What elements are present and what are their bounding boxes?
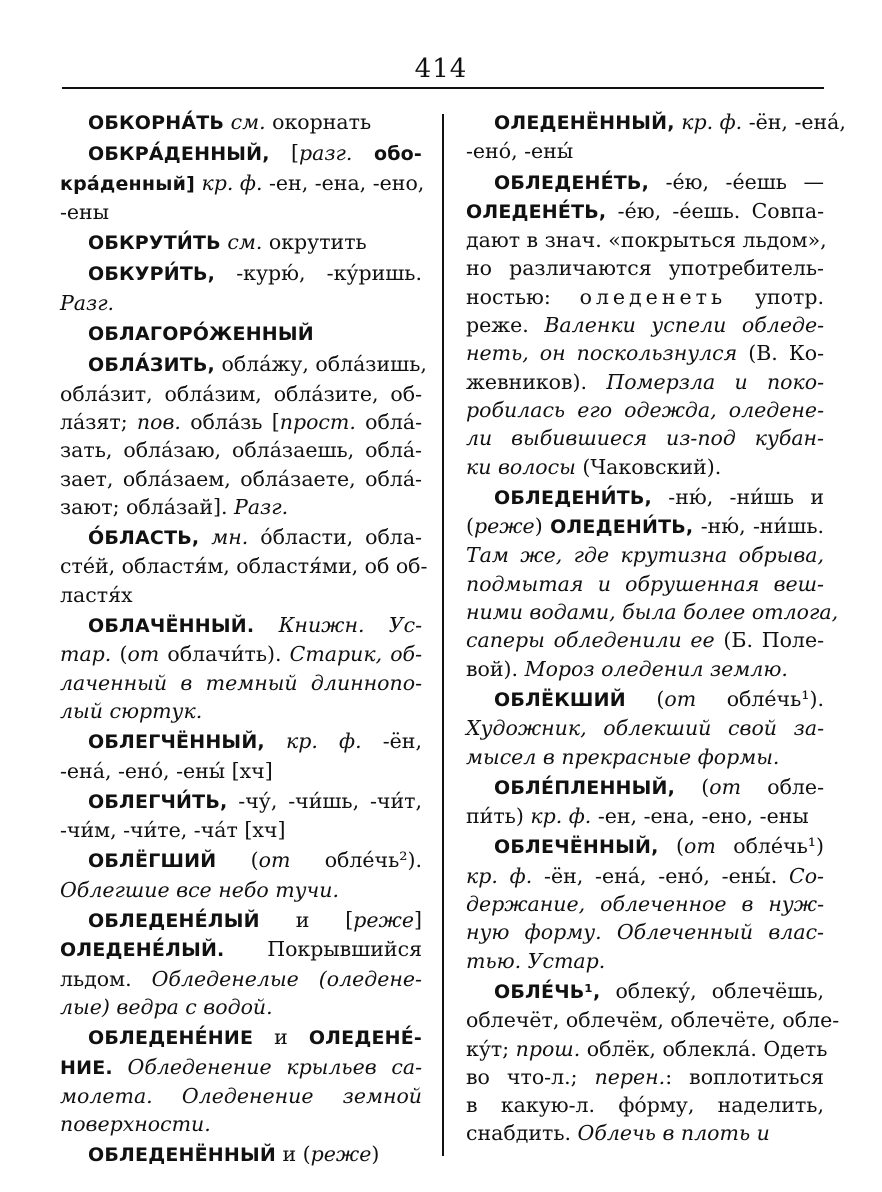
headword: НИЕ. <box>60 1056 113 1079</box>
entry-text: обла́жу, обла́зишь, <box>214 352 427 377</box>
entry-line <box>466 655 824 683</box>
entry-text: Покрывшийся <box>224 937 422 962</box>
entry-text: употр. <box>726 284 824 309</box>
headword: ОБЛЕДЕНЕ́ЛЫЙ <box>88 910 260 933</box>
entry-text: ( <box>625 686 665 711</box>
italic-text: Разг. <box>60 290 115 315</box>
entry-line <box>60 757 422 785</box>
italic-text: от <box>709 774 742 799</box>
entry-line <box>60 727 422 756</box>
italic-text: ки волосы <box>466 454 576 479</box>
entry-text: обле- <box>741 774 824 799</box>
entry-text: и [ <box>259 908 354 933</box>
entry-line <box>60 1082 422 1110</box>
dictionary-entry <box>466 168 827 481</box>
entry-text: [ <box>269 141 299 166</box>
entry-text: -е́ю, -е́ешь. Совпа- <box>606 198 824 223</box>
italic-text: перен. <box>594 1064 666 1089</box>
headword: ОБЛЁКШИЙ <box>494 688 626 711</box>
entry-text: и ( <box>275 1142 311 1167</box>
header-rule <box>62 87 824 89</box>
headword: ОБЛЕЧЁННЫЙ, <box>494 836 659 859</box>
entry-text: ( <box>216 848 259 873</box>
entry-text: обле́чь²). <box>290 848 422 873</box>
entry-text: льдом. <box>60 966 152 991</box>
entry-line <box>60 169 425 198</box>
italic-text: подмытая и обрушенная веш- <box>466 571 824 596</box>
italic-text: реже <box>310 1142 372 1167</box>
entry-text: ла́зят; <box>60 409 137 434</box>
entry-line <box>60 319 422 348</box>
dictionary-entry <box>60 523 428 609</box>
dictionary-entry <box>60 1140 422 1169</box>
italic-text: Художник, облекший свой за- <box>466 716 824 741</box>
dictionary-entry <box>466 773 824 831</box>
headword: О́БЛАСТЬ, <box>88 527 200 550</box>
italic-text: лые) ведра с водой. <box>60 994 273 1019</box>
entry-line <box>60 787 422 816</box>
dictionary-entry <box>466 483 839 683</box>
entry-text: -ню́, -ни́шь. <box>693 514 824 539</box>
entry-line <box>60 465 422 493</box>
column-divider <box>442 114 444 1156</box>
entry-text: (Чаковский). <box>575 454 722 479</box>
entry-text: -курю́, -ку́ришь. <box>215 261 422 286</box>
entry-text: -ены <box>60 199 110 224</box>
entry-text: снабдить. <box>466 1121 578 1146</box>
entry-text: -ён, -ена́, <box>742 110 846 134</box>
entry-text: ластя́х <box>60 582 133 607</box>
italic-text: прост. <box>279 409 356 434</box>
entry-text: -чи́м, -чи́те, -ча́т [хч] <box>60 818 286 843</box>
entry-text: облеку́, облечёшь, <box>600 978 824 1003</box>
italic-text: Валенки успели обледе- <box>544 313 824 338</box>
italic-text: кр. ф. <box>264 729 362 754</box>
entry-line <box>466 453 824 481</box>
entry-line <box>60 493 422 521</box>
entry-text: в какую-л. фо́рму, наделить, <box>466 1093 824 1118</box>
entry-text: -ён, <box>361 729 422 754</box>
entry-text: облечёт, облечём, облечёте, обле- <box>466 1008 840 1033</box>
entry-text: обла́зь [ <box>180 409 280 434</box>
entry-line <box>466 743 824 771</box>
headword: ОБЛАГОРО́ЖЕННЫЙ <box>88 323 314 346</box>
entry-line <box>466 424 824 452</box>
italic-text: Облечь в плоть и <box>577 1121 770 1146</box>
headword: ОБЛЕ́ЧЬ¹, <box>494 980 601 1003</box>
entry-line <box>60 581 422 609</box>
entry-line <box>466 714 824 742</box>
entry-line <box>60 1023 422 1052</box>
headword: ОЛЕДЕНЕ́ЛЫЙ. <box>60 939 225 962</box>
entry-line <box>60 436 422 464</box>
entry-text: сте́й, областя́м, областя́ми, об об- <box>60 554 428 579</box>
dictionary-entry <box>60 259 422 317</box>
entry-text: обле́чь¹). <box>696 686 824 711</box>
italic-text: от <box>258 848 291 873</box>
entry-line <box>466 512 824 541</box>
italic-text: от <box>684 834 716 859</box>
entry-line <box>60 611 422 640</box>
headword: ОБЛА́ЗИТЬ, <box>88 354 215 377</box>
right-column <box>466 108 846 1150</box>
headword: ОБКУРИ́ТЬ, <box>88 263 216 286</box>
dictionary-entry <box>60 727 422 785</box>
headword: ОБЛЕДЕНЕ́ТЬ, <box>494 171 650 194</box>
dictionary-entry <box>466 832 824 974</box>
entry-text: -ена́, -ено́, -ены́ [хч] <box>60 758 273 783</box>
entry-text: ( <box>658 834 684 859</box>
italic-text: см. <box>224 110 266 134</box>
entry-line <box>60 289 422 317</box>
entry-text: зать, обла́заю, обла́заешь, обла́- <box>60 438 422 463</box>
italic-text: реже <box>353 908 414 933</box>
entry-line <box>60 1140 422 1169</box>
entry-text: во что-л.; <box>466 1064 595 1089</box>
entry-line <box>60 1053 422 1082</box>
dictionary-entry <box>466 685 824 771</box>
entry-line <box>60 552 428 580</box>
dictionary-entry <box>466 108 846 166</box>
italic-text: кр. ф. <box>466 863 533 888</box>
entry-text: -ню́, -ни́шь и <box>651 484 824 509</box>
entry-line <box>466 483 824 512</box>
entry-text: пи́ть) <box>466 804 531 829</box>
entry-line <box>466 598 839 626</box>
entry-line <box>466 626 824 654</box>
entry-text: окорнать <box>265 110 372 134</box>
entry-line <box>60 198 422 226</box>
headword: ОБКРА́ДЕННЫЙ, <box>88 143 270 166</box>
dictionary-entry <box>60 350 427 521</box>
entry-line <box>60 139 422 168</box>
italic-text: Обледенелые (оледене- <box>151 966 422 991</box>
dictionary-entry <box>60 611 422 725</box>
entry-line <box>60 993 422 1021</box>
entry-text: обле́чь¹) <box>715 834 824 859</box>
entry-line <box>466 541 824 569</box>
italic-text: кр. ф. <box>530 804 592 829</box>
italic-text: тью. Устар. <box>466 948 606 973</box>
entry-text: реже. <box>466 313 545 338</box>
headword: ОБЛЕДЕНЁННЫЙ <box>88 1144 276 1167</box>
entry-line <box>466 396 824 424</box>
headword: ОБЛЕ́ПЛЕННЫЙ, <box>494 776 676 799</box>
entry-text: о́бласти, обла- <box>248 525 422 550</box>
entry-line <box>466 977 824 1006</box>
spaced-text: оледенеть <box>579 284 727 309</box>
dictionary-entry <box>60 787 422 845</box>
dictionary-entry <box>60 906 422 1021</box>
entry-text: ностью: <box>466 284 580 309</box>
entry-text: облёк, облекла́. Одеть <box>580 1036 828 1061</box>
entry-line <box>466 1119 824 1147</box>
italic-text: ли выбившиеся из-под кубан- <box>466 426 824 451</box>
headword: ОБКОРНА́ТЬ <box>88 112 225 134</box>
italic-text: от <box>664 686 697 711</box>
dictionary-entry <box>60 846 422 904</box>
dictionary-entry <box>60 228 422 257</box>
left-column <box>60 108 428 1172</box>
italic-text: Старик, об- <box>289 642 422 667</box>
entry-text: но различаются употребитель- <box>466 256 824 281</box>
headword: ОЛЕДЕНЕ́ТЬ, <box>466 200 607 223</box>
italic-text: разг. <box>298 141 353 166</box>
italic-text: Померзла и поко- <box>606 369 825 394</box>
headword: ОБЛЕГЧИ́ТЬ, <box>88 790 228 813</box>
italic-text: тар. <box>60 642 112 667</box>
italic-text: саперы обледенили ее <box>466 628 715 653</box>
italic-text: Обледенение крыльев са- <box>112 1054 422 1079</box>
entry-text: обла́зит, обла́зим, обла́зите, об- <box>60 381 422 406</box>
italic-text: Мороз оледенил землю. <box>524 656 788 681</box>
entry-line <box>60 523 422 552</box>
entry-text: -ено́, -ены́ <box>466 139 574 164</box>
italic-text: от <box>127 642 160 667</box>
italic-text: кр. ф. <box>674 110 743 134</box>
italic-text: держание, облеченное в нуж- <box>466 892 824 917</box>
entry-line <box>60 1110 422 1138</box>
headword: кра́денный] <box>60 172 195 195</box>
italic-text: Разг. <box>234 494 289 519</box>
entry-line <box>466 773 824 802</box>
entry-line <box>60 846 422 875</box>
italic-text: ную форму. Облеченный влас- <box>466 920 824 945</box>
entry-line <box>60 380 422 408</box>
entry-line <box>466 168 824 197</box>
entry-line <box>60 816 422 844</box>
entry-text: зает, обла́заем, обла́заете, обла́- <box>60 466 422 491</box>
entry-line <box>466 802 824 830</box>
page-number: 414 <box>414 54 468 84</box>
dictionary-entry <box>60 319 422 348</box>
entry-text: -ён, -ена́, -ено́, -ены́. <box>532 863 790 888</box>
entry-line <box>466 226 827 254</box>
entry-line <box>466 1091 824 1119</box>
headword: ОБЛЕГЧЁННЫЙ, <box>88 731 265 754</box>
entry-text: : воплотиться <box>665 1064 824 1089</box>
entry-text: -ен, -ена, -ено, -ены <box>591 804 809 829</box>
entry-line <box>466 254 824 282</box>
entry-line <box>466 108 846 137</box>
entry-line <box>60 965 422 993</box>
entry-text: дают в знач. «покрыться льдом», <box>466 228 827 253</box>
italic-text: мн. <box>199 525 249 550</box>
entry-text: вой). <box>466 656 525 681</box>
entry-line <box>466 685 824 714</box>
dictionary-entry <box>466 977 840 1148</box>
headword: ОБЛЕДЕНИ́ТЬ, <box>494 486 652 509</box>
entry-line <box>466 197 824 226</box>
dictionary-entry <box>60 108 422 137</box>
entry-line <box>466 890 824 918</box>
italic-text: Со- <box>789 863 824 888</box>
headword: ОБЛАЧЁННЫЙ. <box>88 615 255 638</box>
entry-line <box>466 947 824 975</box>
entry-text: и <box>253 1025 309 1050</box>
italic-text: поверхности. <box>60 1112 211 1137</box>
italic-text: прош. <box>515 1036 581 1061</box>
italic-text: молета. Оледенение земной <box>60 1083 422 1108</box>
entry-line <box>60 669 422 697</box>
entry-text: облачи́ть). <box>159 642 290 667</box>
entry-line <box>466 1063 824 1091</box>
headword: ОЛЕДЕНИ́ТЬ, <box>550 516 694 539</box>
entry-line <box>466 339 824 367</box>
entry-line <box>466 832 824 861</box>
entry-text: ( <box>675 774 710 799</box>
entry-line <box>466 570 824 598</box>
entry-line <box>60 935 422 964</box>
entry-line <box>60 228 422 257</box>
italic-text: Книжн. Ус- <box>254 613 422 638</box>
headword: обо- <box>352 143 423 166</box>
entry-line <box>60 906 422 935</box>
dictionary-entry <box>60 1023 422 1138</box>
entry-line <box>466 137 824 165</box>
entry-line <box>60 350 427 379</box>
entry-line <box>466 918 824 946</box>
italic-text: Там же, где крутизна обрыва, <box>466 543 824 568</box>
entry-line <box>466 1035 828 1063</box>
italic-text: пов. <box>136 409 181 434</box>
entry-line <box>466 283 824 311</box>
entry-text: -чу́, -чи́шь, -чи́т, <box>227 788 422 813</box>
entry-line <box>60 408 422 436</box>
entry-text: (В. Ко- <box>737 341 825 366</box>
entry-text: ) <box>371 1142 380 1167</box>
entry-line <box>60 640 422 668</box>
entry-line <box>60 876 422 904</box>
headword: ОБЛЁГШИЙ <box>88 850 217 873</box>
headword: ОБКРУТИ́ТЬ <box>88 232 221 255</box>
entry-text: (Б. Поле- <box>714 628 824 653</box>
italic-text: ними водами, была более отлога, <box>466 600 839 625</box>
entry-line <box>60 697 422 725</box>
italic-text: лый сюртук. <box>60 698 203 723</box>
italic-text: кр. ф. <box>194 170 263 195</box>
entry-text: ( <box>466 514 474 539</box>
entry-line <box>60 108 422 137</box>
italic-text: лаченный в темный длиннопо- <box>60 670 422 695</box>
entry-line <box>466 862 824 890</box>
headword: ОЛЕДЕНЕ́- <box>308 1027 422 1050</box>
italic-text: неть, он поскользнулся <box>466 341 738 366</box>
entry-text: -ен, -ена, -ено, <box>262 170 425 195</box>
italic-text: см. <box>220 230 263 255</box>
italic-text: реже <box>474 514 535 539</box>
entry-text: ку́т; <box>466 1036 516 1061</box>
headword: ОБЛЕДЕНЕ́НИЕ <box>88 1027 254 1050</box>
entry-line <box>466 368 824 396</box>
entry-text: жевников). <box>466 369 607 394</box>
dictionary-entry <box>60 139 425 226</box>
italic-text: робилась его одежда, оледене- <box>466 397 824 422</box>
entry-text: -е́ю, -е́ешь — <box>649 169 824 194</box>
entry-text: ( <box>111 642 128 667</box>
entry-line <box>466 311 824 339</box>
entry-text: окрутить <box>262 230 367 255</box>
entry-text: обла́- <box>355 409 423 434</box>
entry-line <box>60 259 422 288</box>
italic-text: Облегшие все небо тучи. <box>60 877 340 902</box>
entry-line <box>466 1006 840 1034</box>
entry-text: ] <box>414 908 422 933</box>
entry-text: зают; обла́зай]. <box>60 494 235 519</box>
entry-text: ) <box>534 514 551 539</box>
headword: ОЛЕДЕНЁННЫЙ, <box>494 112 675 134</box>
italic-text: мысел в прекрасные формы. <box>466 744 780 769</box>
